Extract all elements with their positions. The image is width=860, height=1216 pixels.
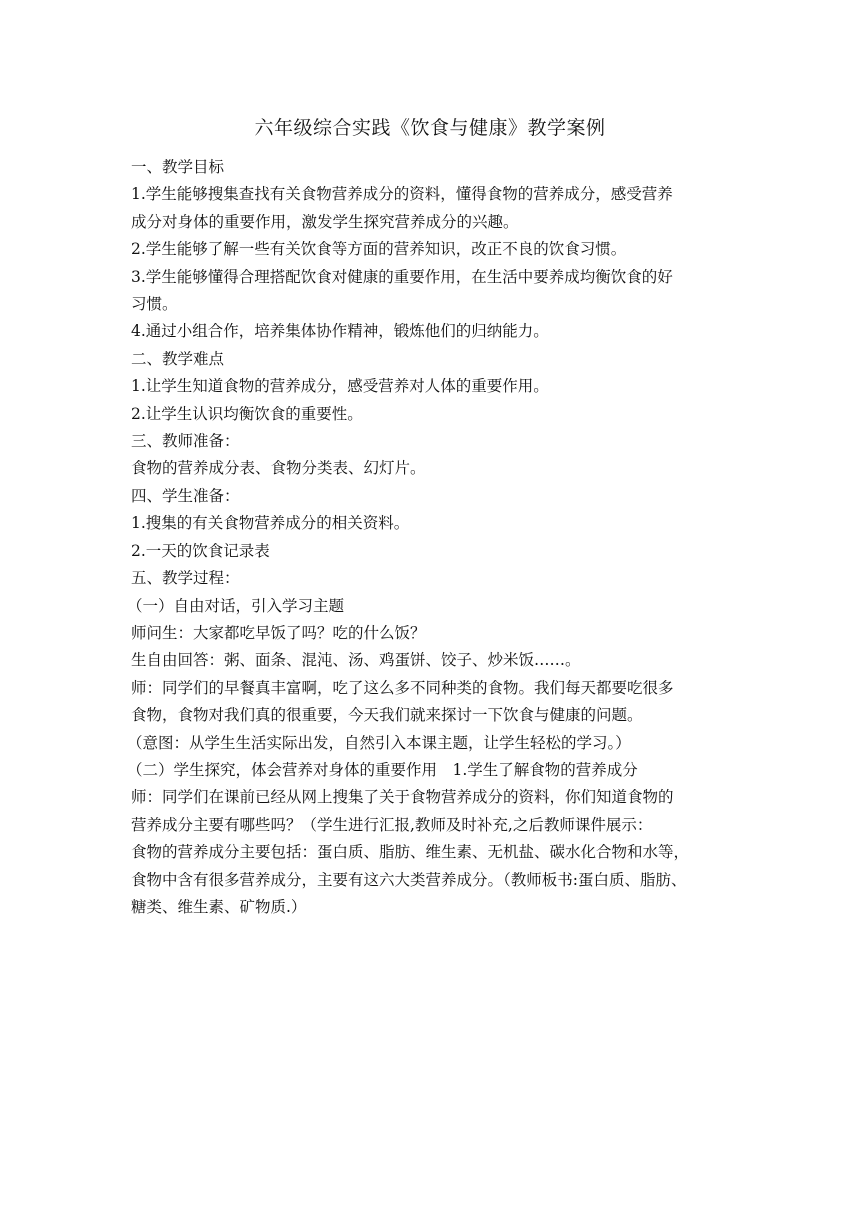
- paragraph-line: 食物的营养成分表、食物分类表、幻灯片。: [131, 459, 426, 478]
- paragraph-line: 食物，食物对我们真的很重要，今天我们就来探讨一下饮食与健康的问题。: [131, 706, 643, 725]
- paragraph-line: 2.一天的饮食记录表: [131, 541, 270, 560]
- paragraph-line: 习惯。: [131, 295, 178, 314]
- paragraph-line: 糖类、维生素、矿物质.）: [131, 897, 307, 916]
- section-heading-difficulties: 二、教学难点: [131, 349, 225, 368]
- paragraph-line: 1.让学生知道食物的营养成分，感受营养对人体的重要作用。: [131, 377, 549, 396]
- paragraph-line: 成分对身体的重要作用，激发学生探究营养成分的兴趣。: [131, 212, 519, 231]
- paragraph-line: 2.让学生认识均衡饮食的重要性。: [131, 404, 363, 423]
- paragraph-line: 师：同学们的早餐真丰富啊，吃了这么多不同种类的食物。我们每天都要吃很多: [131, 678, 674, 697]
- document-title: 六年级综合实践《饮食与健康》教学案例: [254, 117, 606, 139]
- paragraph-line: 1.学生能够搜集查找有关食物营养成分的资料，懂得食物的营养成分，感受营养: [131, 185, 673, 204]
- paragraph-line: 3.学生能够懂得合理搭配饮食对健康的重要作用，在生活中要养成均衡饮食的好: [131, 267, 673, 286]
- section-heading-process: 五、教学过程：: [131, 569, 240, 588]
- paragraph-line: 食物的营养成分主要包括：蛋白质、脂肪、维生素、无机盐、碳水化合物和水等，: [131, 843, 690, 862]
- paragraph-line: 2.学生能够了解一些有关饮食等方面的营养知识，改正不良的饮食习惯。: [131, 240, 627, 259]
- subsection-heading: （一）自由对话，引入学习主题: [127, 596, 345, 615]
- paragraph-line: 1.搜集的有关食物营养成分的相关资料。: [131, 514, 410, 533]
- document-body: [127, 154, 731, 921]
- section-heading-goals: 一、教学目标: [131, 158, 225, 176]
- paragraph-line: 师：同学们在课前已经从网上搜集了关于食物营养成分的资料，你们知道食物的: [131, 788, 674, 807]
- paragraph-line: 师问生：大家都吃早饭了吗？吃的什么饭？: [131, 623, 426, 642]
- section-heading-student-prep: 四、学生准备：: [131, 486, 240, 505]
- paragraph-line: 营养成分主要有哪些吗？（学生进行汇报,教师及时补充,之后教师课件展示：: [131, 815, 653, 834]
- subsection-heading: （二）学生探究，体会营养对身体的重要作用 1.学生了解食物的营养成分: [127, 760, 638, 779]
- paragraph-line: 4.通过小组合作，培养集体协作精神，锻炼他们的归纳能力。: [131, 322, 549, 341]
- section-heading-teacher-prep: 三、教师准备：: [131, 432, 240, 451]
- paragraph-line: 生自由回答：粥、面条、混沌、汤、鸡蛋饼、饺子、炒米饭……。: [131, 651, 581, 670]
- paragraph-line: 食物中含有很多营养成分，主要有这六大类营养成分。（教师板书:蛋白质、脂肪、: [131, 870, 687, 889]
- paragraph-line: （意图：从学生生活实际出发，自然引入本课主题，让学生轻松的学习。）: [127, 733, 631, 752]
